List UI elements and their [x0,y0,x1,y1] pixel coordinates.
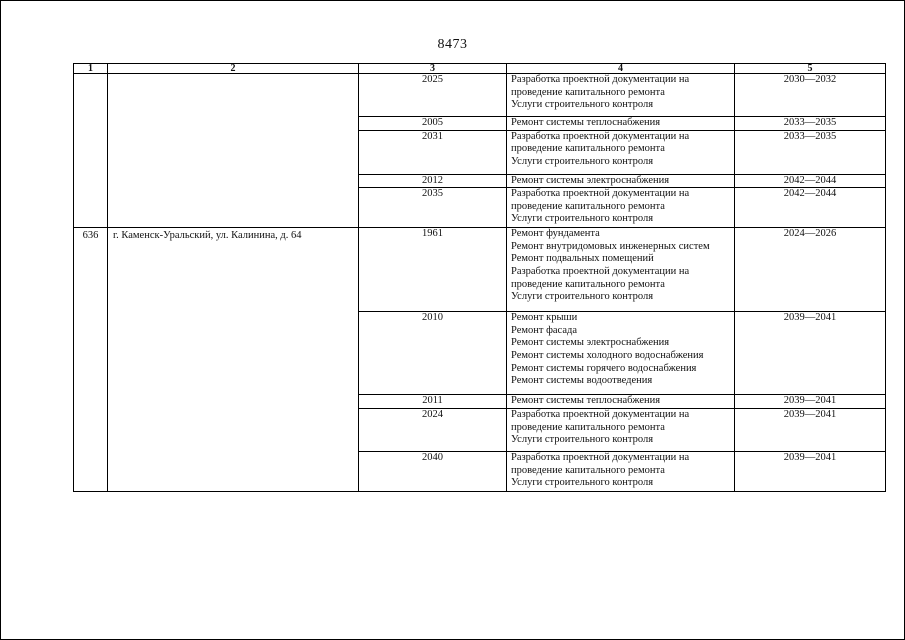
work-item: проведение капитального ремонта [511,143,665,155]
year-cell: 2005 [359,117,507,131]
column-header: 4 [507,64,735,74]
row-number: 636 [74,228,108,492]
work-item: Ремонт фасада [511,324,578,336]
period-cell: 2039—2041 [735,395,886,409]
work-item: Услуги строительного контроля [511,99,654,111]
works-cell [507,174,735,188]
column-header: 5 [735,64,886,74]
work-item: проведение капитального ремонта [511,421,665,433]
capital-repair-table [73,63,886,492]
work-item: Услуги строительного контроля [511,477,654,489]
period-cell: 2039—2041 [735,312,886,395]
work-item: Ремонт системы холодного водоснабжения [511,349,704,361]
works-cell [507,409,735,452]
year-cell: 2012 [359,174,507,188]
table-body [74,74,886,492]
work-item: проведение капитального ремонта [511,278,665,290]
works-cell [507,117,735,131]
building-address: г. Каменск-Уральский, ул. Калинина, д. 64 [108,228,359,492]
period-cell: 2024—2026 [735,228,886,312]
works-cell [507,395,735,409]
year-cell: 2035 [359,188,507,228]
work-item: Разработка проектной документации на [511,130,690,142]
work-item: Ремонт системы теплоснабжения [511,117,661,128]
period-cell: 2033—2035 [735,117,886,131]
work-item: Ремонт системы водоотведения [511,375,653,387]
work-item: Услуги строительного контроля [511,155,654,167]
period-cell: 2039—2041 [735,409,886,452]
work-item: Ремонт системы теплоснабжения [511,395,661,407]
works-cell [507,74,735,117]
work-item: Ремонт системы электроснабжения [511,174,670,186]
year-cell: 2040 [359,452,507,492]
table-row [74,228,886,312]
work-item: Ремонт внутридомовых инженерных систем [511,240,710,252]
year-cell: 1961 [359,228,507,312]
period-cell: 2042—2044 [735,174,886,188]
work-item: Услуги строительного контроля [511,213,654,225]
works-cell [507,452,735,492]
period-cell: 2042—2044 [735,188,886,228]
building-address [108,74,359,228]
work-item: Разработка проектной документации на [511,265,690,277]
work-item: Разработка проектной документации на [511,409,690,421]
period-cell: 2039—2041 [735,452,886,492]
works-cell [507,228,735,312]
work-item: Ремонт фундамента [511,228,600,240]
year-cell: 2010 [359,312,507,395]
row-number [74,74,108,228]
work-item: Разработка проектной документации на [511,188,690,200]
work-item: проведение капитального ремонта [511,464,665,476]
year-cell: 2031 [359,130,507,174]
work-item: Услуги строительного контроля [511,434,654,446]
period-cell: 2033—2035 [735,130,886,174]
work-item: Услуги строительного контроля [511,291,654,303]
page-number: 8473 [437,37,468,52]
work-item: Разработка проектной документации на [511,452,690,464]
column-header: 1 [74,64,108,74]
works-cell [507,188,735,228]
column-header: 3 [359,64,507,74]
work-item: Разработка проектной документации на [511,74,690,85]
work-item: проведение капитального ремонта [511,200,665,212]
work-item: Ремонт крыши [511,312,578,324]
period-cell: 2030—2032 [735,74,886,117]
year-cell: 2011 [359,395,507,409]
work-item: Ремонт системы горячего водоснабжения [511,362,697,374]
year-cell: 2025 [359,74,507,117]
work-item: Ремонт подвальных помещений [511,253,654,265]
header-row [74,64,886,74]
work-item: проведение капитального ремонта [511,86,665,98]
work-item: Ремонт системы электроснабжения [511,337,670,349]
year-cell: 2024 [359,409,507,452]
works-cell [507,312,735,395]
column-header: 2 [108,64,359,74]
table-row [74,74,886,117]
works-cell [507,130,735,174]
